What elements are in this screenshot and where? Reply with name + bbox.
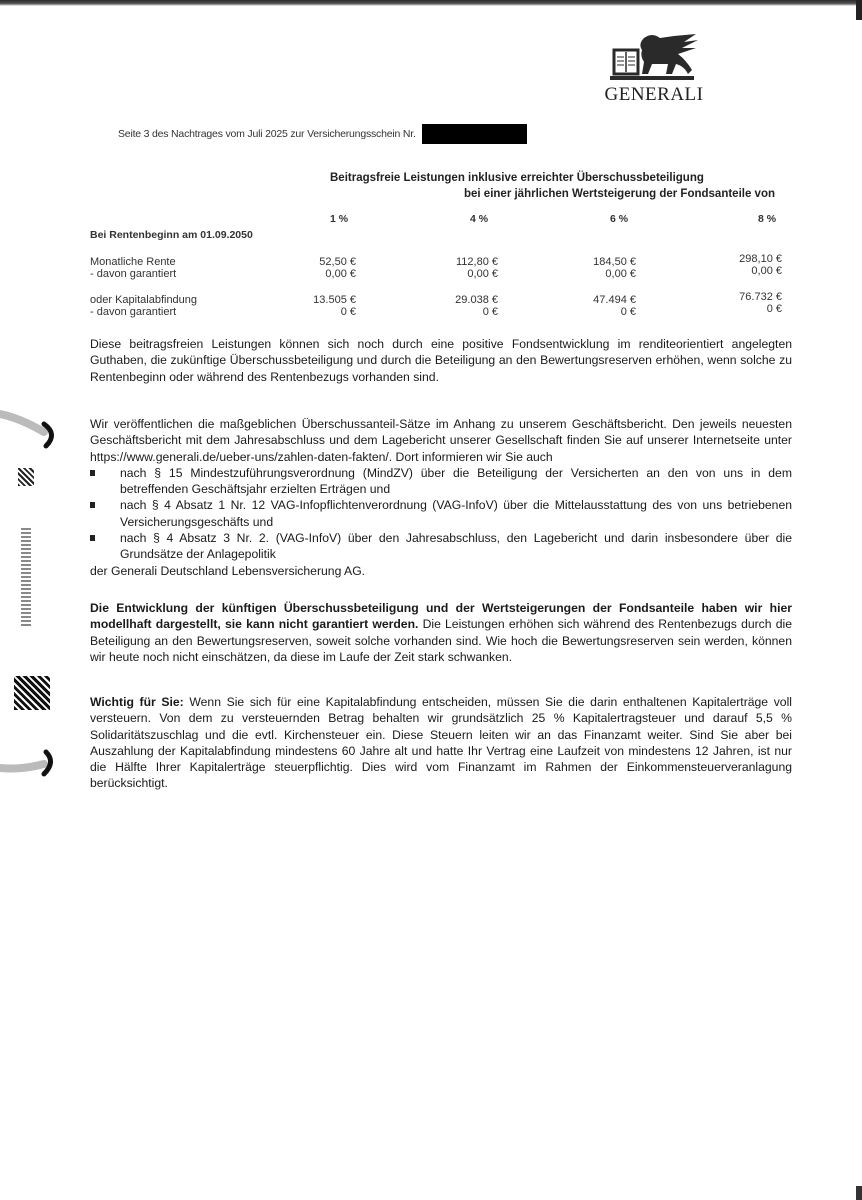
column-header: 1 %	[330, 213, 349, 225]
list-item	[90, 530, 792, 563]
table-cell: 0,00 €	[751, 265, 782, 277]
paragraph-disclaimer	[90, 600, 792, 665]
row-label: oder Kapitalabfindung	[90, 294, 198, 306]
table-cell: 112,80 €	[455, 256, 498, 268]
table-cell: 0 €	[766, 303, 782, 315]
disclaimer-bold: Die Entwicklung der künftigen Überschussbeteiligung und der Wertsteigerungen der Fondsanteile haben wir hier modellhaft dargestellt, sie kann nicht garantiert werden.	[90, 601, 792, 632]
tax-notice-bold: Wichtig für Sie:	[90, 695, 184, 709]
paragraph-intro: Wir veröffentlichen die maßgeblichen Überschussanteil-Sätze im Anhang zu unserem Geschäftsbericht. Den jeweils neuesten Geschäftsbericht mit dem Jahresabschluss und dem Lagebericht unserer Gesellschaft finden Sie auf unserer Internetseite unter https://www.generali.de/ueber-uns/zahlen-daten-fakten/. Dort informieren wir Sie auch	[90, 417, 792, 464]
page-header	[118, 124, 527, 144]
bullet-icon	[90, 535, 95, 541]
generali-logo	[604, 30, 704, 108]
paragraph-annual-report	[90, 416, 792, 579]
table-cell: 0 €	[340, 306, 356, 318]
column-header: 4 %	[470, 213, 489, 225]
list-item	[90, 465, 792, 498]
redacted-policy-number	[422, 124, 527, 144]
bullet-icon	[90, 470, 95, 476]
punch-hole-icon	[0, 748, 58, 778]
row-label: - davon garantiert	[90, 306, 177, 318]
paragraph-benefits-info: Diese beitragsfreien Leistungen können sich noch durch eine positive Fondsentwicklung im renditeorientiert angelegten Guthaben, die zukünftige Überschussbeteiligung und durch die Beteiligung an den Bewertungsreserven erhöhen, wenn solche zu Rentenbeginn oder während des Rentenbezugs vorhanden sind.	[90, 337, 792, 384]
disclaimer-text: Die Leistungen erhöhen sich während des Rentenbezugs durch die Beteiligung an den Bewertungsreserven, soweit solche vorhanden sind. Wie hoch die Bewertungsreserven sein werden, können wir heute noch nicht einschätzen, da diese im Laufe der Zeit stark schwanken.	[90, 617, 792, 664]
row-label: Monatliche Rente	[90, 256, 176, 268]
row-label: - davon garantiert	[90, 268, 177, 280]
datamatrix-large-icon	[14, 676, 50, 710]
table-cell: 0 €	[620, 306, 636, 318]
table-cell: 13.505 €	[313, 294, 356, 306]
tax-notice-text: Wenn Sie sich für eine Kapitalabfindung entscheiden, müssen Sie die darin enthaltenen Kapitalerträge voll versteuern. Von dem zu versteuernden Betrag behalten wir grundsätzlich 25 % Kapitalertragsteuer und darauf 5,5 % Solidaritätszuschlag und die evtl. Kirchensteuer ein. Diese Steuern leiten wir an das Finanzamt weiter. Sind Sie aber bei Auszahlung der Kapitalabfindung mindestens 60 Jahre alt und hatte Ihr Vertrag eine Laufzeit von mindestens 12 Jahren, ist nur die Hälfte Ihrer Kapitalerträge steuerpflichtig. Dies wird vom Finanzamt im Rahmen der Einkommensteuerveranlagung berücksichtigt.	[90, 695, 792, 791]
vertical-barcode-text	[21, 528, 31, 628]
table-cell: 0,00 €	[467, 268, 498, 280]
brand-name: GENERALI	[604, 84, 704, 105]
table-cell: 298,10 €	[739, 253, 782, 265]
list-item-text: nach § 4 Absatz 1 Nr. 12 VAG-Infopflichtenverordnung (VAG-InfoV) über die Mittelausstattung des von uns betriebenen Versicherungsgeschäfts und	[120, 498, 792, 529]
table-title-line1: Beitragsfreie Leistungen inklusive erreichter Überschussbeteiligung	[330, 172, 704, 184]
table-cell: 0,00 €	[325, 268, 356, 280]
list-item	[90, 497, 792, 530]
pension-start-label: Bei Rentenbeginn am 01.09.2050	[90, 229, 253, 241]
table-cell: 76.732 €	[739, 291, 782, 303]
table-cell: 47.494 €	[593, 294, 636, 306]
datamatrix-small-icon	[18, 468, 34, 486]
list-item-text: nach § 4 Absatz 3 Nr. 2. (VAG-InfoV) über den Jahresabschluss, den Lagebericht und darin insbesondere über die Grundsätze der Anlagepolitik	[120, 531, 792, 562]
winged-lion-icon	[604, 30, 704, 84]
bullet-icon	[90, 502, 95, 508]
column-header: 8 %	[758, 213, 777, 225]
table-cell: 184,50 €	[593, 256, 636, 268]
scan-edge-top	[0, 0, 862, 6]
punch-hole-icon	[0, 410, 58, 450]
paragraph-outro: der Generali Deutschland Lebensversicherung AG.	[90, 563, 366, 578]
paragraph-tax-notice	[90, 694, 792, 792]
table-title	[330, 170, 775, 202]
scan-edge-bottom	[856, 1186, 862, 1200]
table-cell: 0 €	[482, 306, 498, 318]
column-header: 6 %	[610, 213, 629, 225]
table-cell: 52,50 €	[319, 256, 356, 268]
scan-edge-right	[856, 0, 862, 20]
table-cell: 29.038 €	[455, 294, 498, 306]
list-item-text: nach § 15 Mindestzuführungsverordnung (MindZV) über die Beteiligung der Versicherten an den von uns in dem betreffenden Geschäftsjahr erzielten Erträgen und	[120, 465, 792, 497]
table-title-line2: bei einer jährlichen Wertsteigerung der Fondsanteile von	[464, 188, 775, 200]
table-cell: 0,00 €	[605, 268, 636, 280]
bullet-list	[90, 465, 792, 563]
header-text: Seite 3 des Nachtrages vom Juli 2025 zur Versicherungsschein Nr.	[118, 127, 416, 140]
